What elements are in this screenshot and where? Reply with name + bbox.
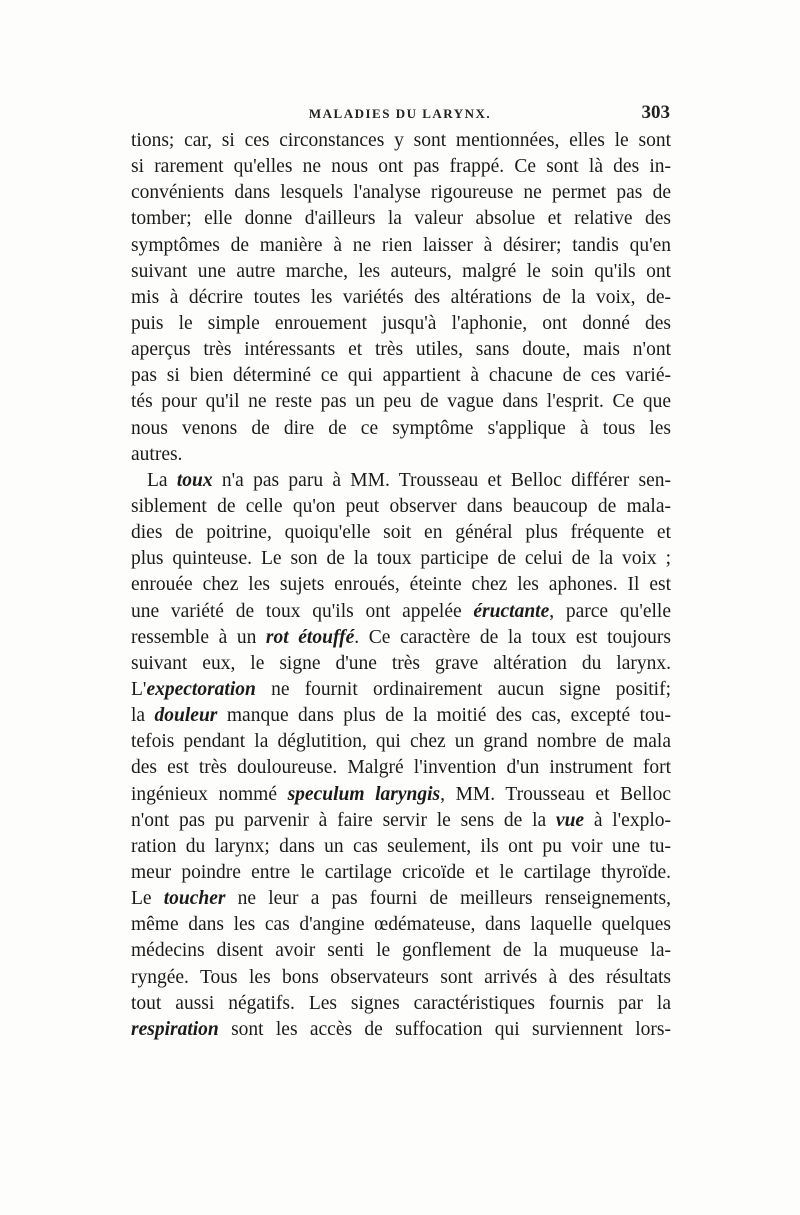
text-segment: , MM. Trousseau et Belloc <box>440 783 671 805</box>
text-segment: tefois pendant la déglutition, qui chez un grand nombre de mala <box>131 731 671 753</box>
text-segment: ingénieux nommé <box>131 783 288 805</box>
text-segment: ne fournit ordinairement aucun signe positif; <box>255 678 671 700</box>
text-segment: mis à décrire toutes les variétés des altérations de la voix, de- <box>131 286 671 308</box>
text-segment: ressemble à un <box>131 626 266 648</box>
text-line <box>131 389 671 415</box>
emphasized-term: rot étouffé <box>265 626 355 648</box>
emphasized-term: speculum laryngis <box>287 783 441 805</box>
text-line <box>131 677 671 703</box>
text-line <box>131 703 671 729</box>
text-segment: tout aussi négatifs. Les signes caractéristiques fournis par la <box>131 992 671 1014</box>
text-segment: nous venons de dire de ce symptôme s'applique à tous les <box>131 417 671 439</box>
text-segment: sont les accès de suffocation qui surviennent lors- <box>218 1018 671 1040</box>
text-segment: tomber; elle donne d'ailleurs la valeur absolue et relative des <box>131 208 671 230</box>
text-line <box>131 599 671 625</box>
text-line <box>131 206 671 232</box>
text-line <box>131 337 671 363</box>
text-line <box>131 468 671 494</box>
text-line <box>131 285 671 311</box>
text-segment: L' <box>131 678 147 700</box>
text-segment: n'a pas paru à MM. Trousseau et Belloc différer sen- <box>212 469 671 491</box>
text-segment: puis le simple enrouement jusqu'à l'aphonie, ont donné des <box>131 312 671 334</box>
emphasized-term: toucher <box>163 888 226 910</box>
emphasized-term: vue <box>555 809 585 831</box>
text-segment: ration du larynx; dans un cas seulement, ils ont pu voir une tu- <box>131 835 671 857</box>
text-segment: Le <box>131 888 164 910</box>
text-segment: dies de poitrine, quoiqu'elle soit en général plus fréquente et <box>131 522 671 544</box>
text-segment: siblement de celle qu'on peut observer dans beaucoup de mala- <box>131 495 671 517</box>
text-line <box>131 520 671 546</box>
text-line <box>131 180 671 206</box>
text-segment: pas si bien déterminé ce qui appartient à chacune de ces varié- <box>131 365 671 387</box>
text-line <box>131 834 671 860</box>
text-line <box>131 311 671 337</box>
running-head <box>130 102 670 128</box>
text-line <box>131 416 671 442</box>
text-line <box>131 886 671 912</box>
text-line <box>131 259 671 285</box>
text-line <box>131 128 671 154</box>
text-segment: tés pour qu'il ne reste pas un peu de vague dans l'esprit. Ce que <box>131 391 671 413</box>
text-segment: suivant une autre marche, les auteurs, malgré le soin qu'ils ont <box>131 260 671 282</box>
text-segment: symptômes de manière à ne rien laisser à désirer; tandis qu'en <box>131 234 671 256</box>
text-segment: à l'explo- <box>584 809 671 831</box>
text-segment: manque dans plus de la moitié des cas, excepté tou- <box>217 705 671 727</box>
text-line <box>131 363 671 389</box>
text-line <box>131 625 671 651</box>
text-line <box>131 782 671 808</box>
text-line <box>131 965 671 991</box>
text-line <box>131 808 671 834</box>
text-line <box>131 494 671 520</box>
text-line <box>131 442 671 468</box>
running-title: MALADIES DU LARYNX. <box>308 106 492 121</box>
text-line <box>131 233 671 259</box>
text-segment: aperçus très intéressants et très utiles, sans doute, mais n'ont <box>131 339 671 361</box>
text-segment: suivant eux, le signe d'une très grave altération du larynx. <box>131 652 671 674</box>
text-segment: ne leur a pas fourni de meilleurs renseignements, <box>225 888 671 910</box>
text-segment: n'ont pas pu parvenir à faire servir le sens de la <box>131 809 556 831</box>
emphasized-term: éructante <box>473 600 550 622</box>
emphasized-term: respiration <box>131 1018 219 1040</box>
text-segment: médecins disent avoir senti le gonflement de la muqueuse la- <box>131 940 671 962</box>
text-segment: convénients dans lesquels l'analyse rigoureuse ne permet pas de <box>131 182 671 204</box>
text-line <box>131 572 671 598</box>
page-number: 303 <box>641 102 670 123</box>
text-segment: ryngée. Tous les bons observateurs sont arrivés à des résultats <box>131 966 671 988</box>
text-segment: même dans les cas d'angine œdémateuse, dans laquelle quelques <box>131 914 671 936</box>
text-segment: tions; car, si ces circonstances y sont mentionnées, elles le sont <box>131 130 671 151</box>
text-segment: meur poindre entre le cartilage cricoïde et le cartilage thyroïde. <box>131 861 671 883</box>
text-line <box>131 912 671 938</box>
text-segment: , parce qu'elle <box>549 600 671 622</box>
text-segment: une variété de toux qu'ils ont appelée <box>131 600 474 622</box>
text-segment: des est très douloureuse. Malgré l'invention d'un instrument fort <box>131 757 671 779</box>
text-line <box>131 755 671 781</box>
text-line <box>131 651 671 677</box>
text-line <box>131 154 671 180</box>
text-segment: . Ce caractère de la toux est toujours <box>354 626 671 648</box>
emphasized-term: toux <box>176 469 213 491</box>
emphasized-term: douleur <box>154 705 218 727</box>
text-segment: autres. <box>131 443 183 465</box>
emphasized-term: expectoration <box>146 678 256 700</box>
text-segment: enrouée chez les sujets enroués, éteinte chez les aphones. Il est <box>131 574 671 596</box>
body-text <box>131 128 671 1043</box>
text-segment: plus quinteuse. Le son de la toux participe de celui de la voix ; <box>131 548 671 570</box>
text-segment: si rarement qu'elles ne nous ont pas frappé. Ce sont là des in- <box>131 156 671 178</box>
text-line <box>131 729 671 755</box>
text-segment: la <box>131 705 155 727</box>
text-line <box>131 1017 671 1043</box>
text-segment: La <box>147 469 177 491</box>
text-line <box>131 860 671 886</box>
text-line <box>131 546 671 572</box>
text-line <box>131 938 671 964</box>
text-line <box>131 991 671 1017</box>
